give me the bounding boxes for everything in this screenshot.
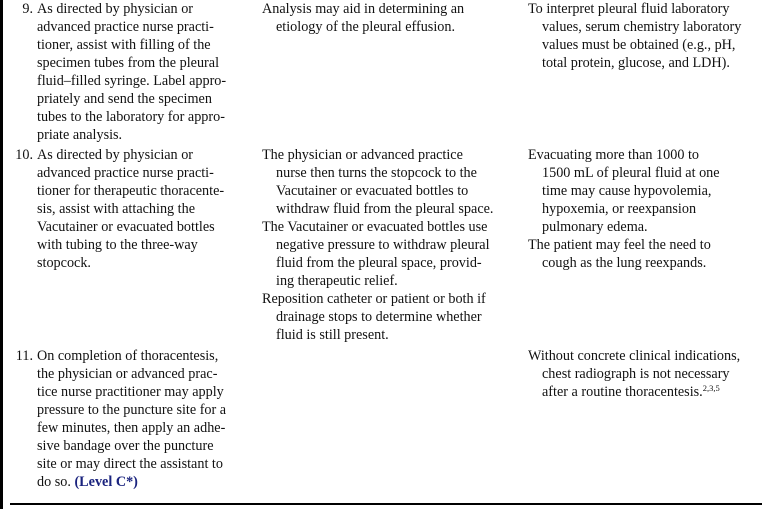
line: tioner for therapeutic thoracente- — [37, 183, 225, 199]
line: chest radiograph is not necessary — [542, 366, 730, 382]
line: tubes to the laboratory for appro- — [37, 109, 225, 125]
rationale-paragraph — [262, 218, 514, 290]
considerations-paragraph — [528, 347, 762, 401]
line: As directed by physician or — [37, 1, 194, 17]
step-number: 10. — [15, 147, 33, 163]
considerations-cell — [528, 347, 762, 401]
line: fluid–filled syringe. Label appro- — [37, 73, 227, 89]
line: nurse then turns the stopcock to the — [276, 165, 477, 181]
line: stopcock. — [37, 255, 91, 271]
line: To interpret pleural fluid laboratory — [528, 1, 730, 17]
line: fluid from the pleural space, provid- — [276, 255, 482, 271]
rationale-paragraph — [262, 146, 514, 218]
line: the physician or advanced prac- — [37, 366, 218, 382]
line: tioner, assist with filling of the — [37, 37, 211, 53]
line: ing therapeutic relief. — [276, 273, 398, 289]
line: Vacutainer or evacuated bottles to — [276, 183, 469, 199]
considerations-cell — [528, 146, 762, 272]
table-row — [0, 0, 762, 144]
line: drainage stops to determine whether — [276, 309, 482, 325]
table-row — [0, 146, 762, 343]
line: tice nurse practitioner may apply — [37, 384, 224, 400]
line: advanced practice nurse practi- — [37, 19, 214, 35]
action-cell — [14, 146, 277, 272]
considerations-cell — [528, 0, 762, 72]
table-bottom-rule — [10, 503, 762, 505]
line: pulmonary edema. — [542, 219, 648, 235]
line: values must be obtained (e.g., pH, — [542, 37, 736, 53]
line: Without concrete clinical indications, — [528, 348, 741, 364]
considerations-paragraph — [528, 236, 762, 272]
considerations-paragraph — [528, 0, 762, 72]
line: The Vacutainer or evacuated bottles use — [262, 219, 488, 235]
line: The physician or advanced practice — [262, 147, 463, 163]
line-text: do so. — [37, 474, 75, 490]
citation-superscript[interactable]: 2,3,5 — [702, 383, 720, 393]
rationale-paragraph — [262, 0, 514, 36]
action-text — [37, 146, 277, 272]
rationale-cell — [262, 146, 514, 344]
line: site or may direct the assistant to — [37, 456, 223, 472]
line: Reposition catheter or patient or both if — [262, 291, 486, 307]
line: advanced practice nurse practi- — [37, 165, 214, 181]
line: fluid is still present. — [276, 327, 389, 343]
line — [37, 473, 277, 491]
step-number: 9. — [22, 1, 33, 17]
line: etiology of the pleural effusion. — [276, 19, 456, 35]
action-cell — [14, 347, 277, 491]
line: Analysis may aid in determining an — [262, 1, 465, 17]
line: total protein, glucose, and LDH). — [542, 55, 730, 71]
line — [528, 383, 762, 401]
line: few minutes, then apply an adhe- — [37, 420, 226, 436]
table-row — [0, 347, 762, 491]
line: negative pressure to withdraw pleural — [276, 237, 490, 253]
line: sive bandage over the puncture — [37, 438, 214, 454]
line: As directed by physician or — [37, 147, 194, 163]
line: cough as the lung reexpands. — [542, 255, 707, 271]
line: hypoxemia, or reexpansion — [542, 201, 697, 217]
line: On completion of thoracentesis, — [37, 348, 219, 364]
line-text: after a routine thoracentesis. — [542, 384, 703, 400]
line: with tubing to the three-way — [37, 237, 198, 253]
line: values, serum chemistry laboratory — [542, 19, 742, 35]
rationale-paragraph — [262, 290, 514, 344]
step-number: 11. — [15, 348, 33, 364]
action-text — [37, 0, 277, 144]
line: withdraw fluid from the pleural space. — [276, 201, 494, 217]
line: 1500 mL of pleural fluid at one — [542, 165, 720, 181]
evidence-level-link[interactable]: (Level C*) — [74, 474, 138, 490]
action-text — [37, 347, 277, 491]
action-cell — [14, 0, 277, 144]
line: time may cause hypovolemia, — [542, 183, 712, 199]
rationale-cell — [262, 0, 514, 36]
line: The patient may feel the need to — [528, 237, 711, 253]
line: specimen tubes from the pleural — [37, 55, 220, 71]
line: priate analysis. — [37, 127, 123, 143]
line: Vacutainer or evacuated bottles — [37, 219, 215, 235]
line: Evacuating more than 1000 to — [528, 147, 699, 163]
line: sis, assist with attaching the — [37, 201, 196, 217]
line: pressure to the puncture site for a — [37, 402, 227, 418]
considerations-paragraph — [528, 146, 762, 236]
line: priately and send the specimen — [37, 91, 212, 107]
